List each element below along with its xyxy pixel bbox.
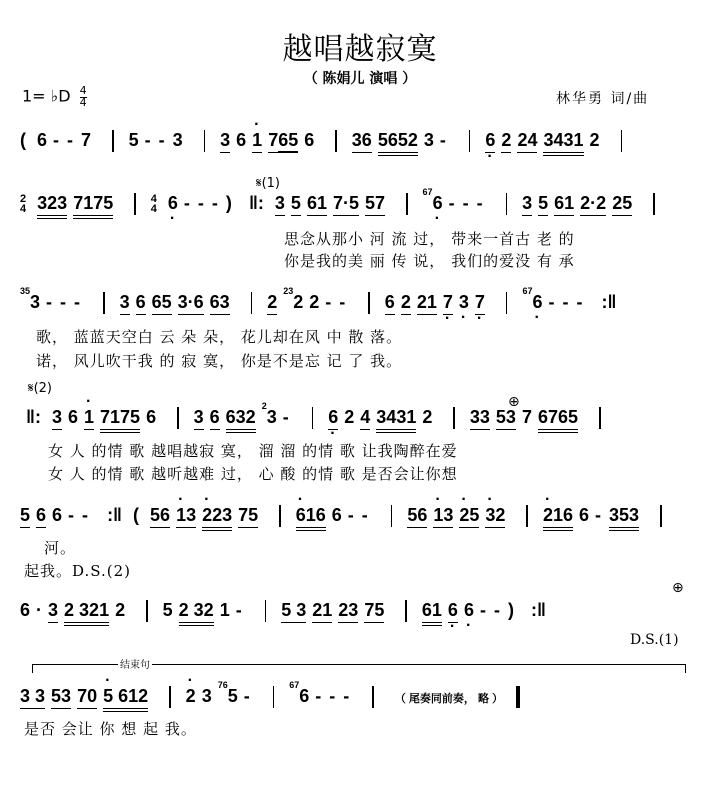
score-line-4: ‖: 3 6 · 1 7175 6 3 6 $632^23 - 6 \cdot 2$ 4 3431 2 33 53 7 6765 bbox=[20, 407, 611, 433]
lyrics-line-4-verse-2: 女 人 的情 歌 越听越难 过， 心 酸 的情 歌 是否会让你想 bbox=[48, 465, 458, 483]
barline bbox=[391, 505, 393, 527]
barline bbox=[453, 407, 455, 429]
barline bbox=[273, 686, 275, 708]
barline bbox=[469, 130, 471, 152]
barline bbox=[621, 130, 623, 152]
score-line-3: $^{35}$3 - - - 3 6 65 3·6 63 $2^{23}2$ 2 - - 6 2 21 7 · 3 · 7 · $^{67}$6 · - - - :‖ bbox=[20, 292, 622, 315]
barline bbox=[526, 505, 528, 527]
barline bbox=[103, 292, 105, 314]
repeat-end: :‖ bbox=[601, 292, 617, 312]
barline bbox=[335, 130, 337, 152]
lyrics-line-4-verse-1: 女 人 的情 歌 越唱越寂 寞， 溜 溜 的情 歌 让我陶醉在爱 bbox=[48, 442, 458, 460]
lyrics-line-3-verse-2: 诺， 风儿吹干我 的 寂 寞， 你是不是忘 记 了 我。 bbox=[36, 352, 403, 370]
lyrics-line-2-verse-2: 你是我的美 丽 传 说， 我们的爱没 有 承 bbox=[284, 252, 575, 270]
barline bbox=[660, 505, 662, 527]
barline bbox=[112, 130, 114, 152]
barline bbox=[653, 193, 655, 215]
barline bbox=[146, 600, 148, 622]
barline bbox=[312, 407, 314, 429]
outro-note: （ 尾奏同前奏， 略 ） bbox=[394, 693, 503, 705]
performer: （ 陈娟儿 演唱 ） bbox=[303, 71, 417, 87]
score-line-7: 3 3 53 70 · 5 612 · 2 $3^{76}5 - ^{67}6$ - - - （ 尾奏同前奏， 略 ） bbox=[20, 686, 520, 712]
score-line-2: 2 4 323 7175 4 4 6 · - - - ) ‖: 3 5 61 7·5 57 $^{67}$6 · - - - 3 5 61 2·2 25 bbox=[20, 193, 665, 219]
barline bbox=[406, 193, 408, 215]
key-signature bbox=[22, 86, 87, 108]
barline bbox=[134, 193, 136, 215]
barline bbox=[177, 407, 179, 429]
barline bbox=[599, 407, 601, 429]
barline bbox=[169, 686, 171, 708]
barline bbox=[506, 292, 508, 314]
score-line-1: ( 6 - - 7 5 - - 3 3 6 · 1 765 6 36 5652 3 - 6 · 2 24 3431 2 bbox=[20, 130, 632, 156]
segno-1-label: 𝄋(1) bbox=[256, 176, 281, 191]
barline bbox=[265, 600, 267, 622]
barline bbox=[279, 505, 281, 527]
barline bbox=[368, 292, 370, 314]
repeat-end: :‖ bbox=[107, 505, 123, 525]
barline bbox=[251, 292, 253, 314]
barline bbox=[372, 686, 374, 708]
score-line-6: 6 · 3 2 321 2 5 2 32 1 - 5 3 21 23 75 61 6 · 6 · - - ) :‖ bbox=[20, 600, 552, 626]
key-label: 1= ♭D bbox=[22, 86, 71, 106]
lyrics-line-5-verse-2: 起我。D.S.(2) bbox=[24, 562, 132, 580]
barline bbox=[506, 193, 508, 215]
coda-icon: ⊕ bbox=[672, 580, 684, 596]
score-line-5: 5 6 6 - - :‖ ( 56 · 13 · 223 75 · 616 6 - - 56 · 13 · 25 · 32 · 216 6 - 353 bbox=[20, 505, 672, 531]
segno-2-label: 𝄋(2) bbox=[28, 381, 53, 396]
lyrics-line-7: 是否 会让 你 想 起 我。 bbox=[24, 720, 197, 738]
composer-credit: 林华勇 词/曲 bbox=[556, 91, 650, 107]
lyrics-line-5-verse-1: 河。 bbox=[44, 539, 77, 557]
final-barline bbox=[516, 686, 520, 708]
repeat-end: :‖ bbox=[530, 600, 546, 620]
repeat-start: ‖: bbox=[248, 193, 264, 213]
lyrics-line-3-verse-1: 歌， 蓝蓝天空白 云 朵 朵， 花儿却在风 中 散 落。 bbox=[36, 328, 403, 346]
ds-1-label: D.S.(1) bbox=[630, 632, 679, 648]
barline bbox=[405, 600, 407, 622]
song-title: 越唱越寂寞 bbox=[282, 32, 438, 67]
ending-label: 结束句 bbox=[118, 656, 152, 671]
time-signature: $\frac{4}{4}$ bbox=[79, 84, 87, 109]
barline bbox=[204, 130, 206, 152]
lyrics-line-2-verse-1: 思念从那小 河 流 过， 带来一首古 老 的 bbox=[284, 230, 575, 248]
coda-icon: ⊕ bbox=[508, 394, 520, 410]
repeat-start: ‖: bbox=[26, 407, 41, 427]
